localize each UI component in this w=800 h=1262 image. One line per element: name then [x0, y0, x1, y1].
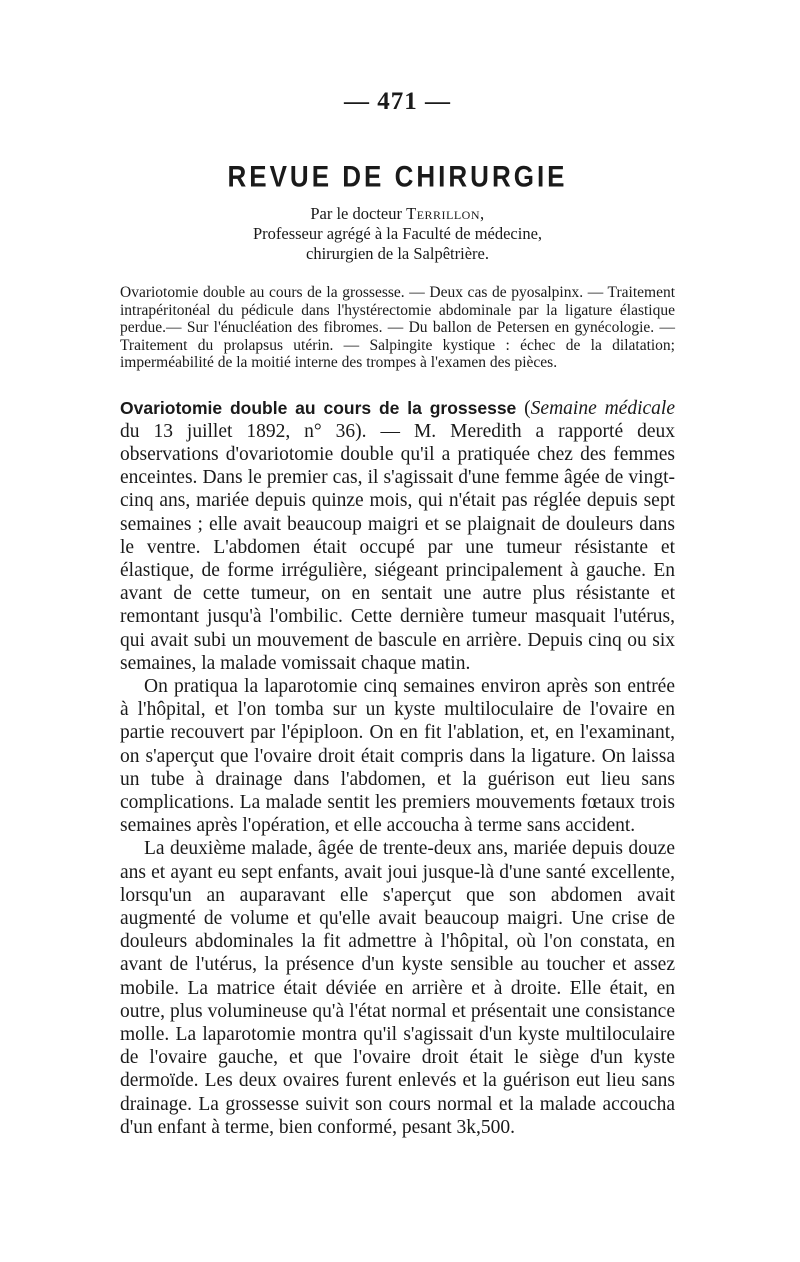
paragraph-3: La deuxième malade, âgée de trente-deux ans, mariée depuis douze ans et ayant eu sept enfants, avait joui jusque-là d'une santé excellente, lorsqu'un an auparavant elle s'aperçut que son abdomen avait augmenté de volume et qu'elle avait beaucoup maigri. Une crise de douleurs abdominales la fit admettre à l'hôpital, où l'on constata, en avant de l'utérus, la présence d'un kyste sensible au toucher et assez mobile. La matrice était déviée en arrière et à droite. Elle était, en outre, plus volumineuse qu'à l'état normal et présentait une consistance molle. La laparotomie montra qu'il s'agissait d'un kyste multiloculaire de l'ovaire gauche, et que l'ovaire droit était le siège d'un kyste dermoïde. Les deux ovaires furent enlevés et la guérison eut lieu sans drainage. La grossesse suivit son cours normal et la malade accoucha d'un enfant à terme, bien conformé, pesant 3k,500. [120, 838, 675, 1138]
byline-prefix: Par le docteur [310, 204, 407, 223]
paragraph-1 [120, 397, 675, 675]
article-body [120, 397, 675, 1140]
source-open: ( [516, 397, 531, 419]
paragraph-2: On pratiqua la laparotomie cinq semaines environ après son entrée à l'hôpital, et l'on tomba sur un kyste multiloculaire de l'ovaire en partie recouvert par l'épiploon. On en fit l'ablation, et, en l'examinant, on s'aperçut que l'ovaire droit était compris dans la ligature. On laissa un tube à drainage dans l'abdomen, et la guérison eut lieu sans complications. La malade sentit les premiers mouvements fœtaux trois semaines après l'opération, et elle accoucha à terme sans accident. [120, 675, 675, 837]
author-name: Terrillon, [406, 204, 485, 223]
chapter-summary: Ovariotomie double au cours de la grossesse. — Deux cas de pyosalpinx. — Traitement intrapéritonéal du pédicule dans l'hystérectomie abdominale par la ligature élastique perdue.— Sur l'énucléation des fibromes. — Du ballon de Petersen en gynécologie. — Traitement du prolapsus utérin. — Salpingite kystique : échec de la dilatation; imperméabilité de la moitié interne des trompes à l'examen des pièces. [120, 284, 675, 371]
affiliation-line-1: Professeur agrégé à la Faculté de médecine, [252, 224, 543, 243]
page-number: — 471 — [344, 88, 451, 115]
paragraph-1-text: du 13 juillet 1892, n° 36). — M. Meredith a rapporté deux observations d'ovariotomie double qu'il a pratiquée chez des femmes enceintes. Dans le premier cas, il s'agissait d'une femme âgée de vingt-cinq ans, mariée depuis quinze mois, qui n'était pas réglée depuis sept semaines ; elle avait beaucoup maigri et se plaignait de douleurs dans le ventre. L'abdomen était occupé par une tumeur résistante et élastique, de forme irrégulière, siégeant principalement à gauche. En avant de cette tumeur, on en sentait une autre plus résistante et remontant jusqu'à l'ombilic. Cette dernière tumeur masquait l'utérus, qui avait subi un mouvement de bascule en arrière. Depuis cinq ou six semaines, la malade vomissait chaque matin. [120, 420, 675, 674]
affiliation-line-2: chirurgien de la Salpêtrière. [306, 244, 489, 263]
chapter-title: REVUE DE CHIRURGIE [227, 158, 568, 194]
source-journal: Semaine médicale [530, 397, 675, 419]
byline [120, 204, 675, 224]
book-page [120, 88, 675, 1139]
article-rubric: Ovariotomie double au cours de la grossesse [120, 397, 517, 418]
